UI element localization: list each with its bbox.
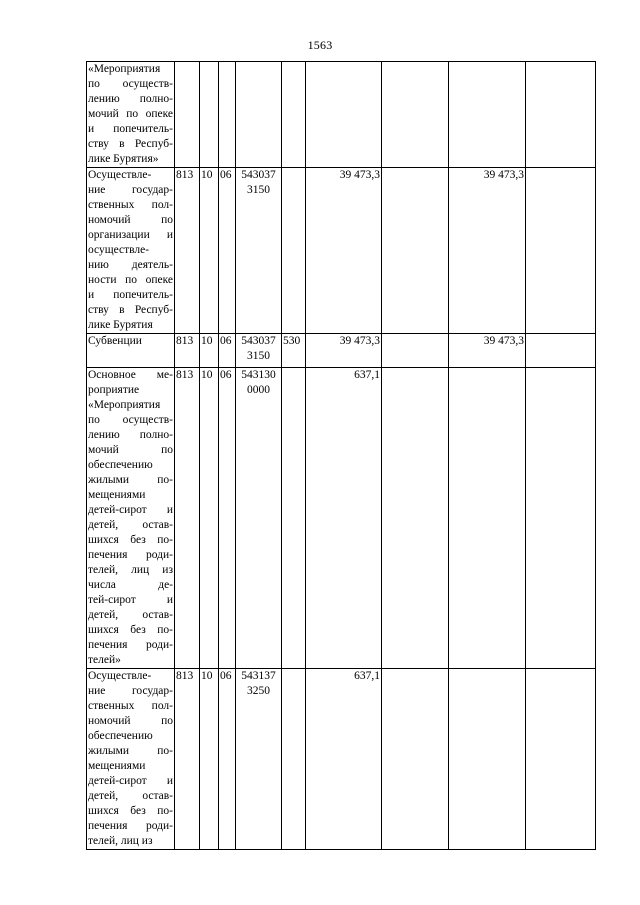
subsection-value: 06 xyxy=(220,369,232,381)
item-name-line: жилыми по- xyxy=(88,474,173,486)
item-name-line: шихся без по- xyxy=(88,805,173,817)
amount-cell-1 xyxy=(306,168,382,334)
grbs-value: 813 xyxy=(176,335,194,347)
item-name-line: детей, остав- xyxy=(88,790,173,802)
amount-cell-4 xyxy=(526,368,596,669)
item-name-line: печения роди- xyxy=(88,639,173,651)
item-name-cell xyxy=(87,62,175,168)
item-name-line: телей, лиц из xyxy=(88,835,153,847)
item-name-line: мочий по xyxy=(88,444,173,456)
section-cell xyxy=(200,334,219,368)
page-number: 1563 xyxy=(307,38,333,52)
item-name-line: «Мероприятия xyxy=(88,63,161,75)
item-name-line: ности по опеке xyxy=(88,274,173,286)
item-name-line: телей» xyxy=(88,654,121,666)
section-value: 10 xyxy=(201,670,213,682)
expense-type-cell xyxy=(282,168,306,334)
item-name-line: мещениями xyxy=(88,760,146,772)
item-name-line: организации и xyxy=(88,229,173,241)
item-name-line: детей-сирот и xyxy=(88,775,173,787)
section-value: 10 xyxy=(201,335,213,347)
item-name-line: ние государ- xyxy=(88,184,173,196)
item-name-line: детей, остав- xyxy=(88,519,173,531)
item-name-line: ству в Респуб- xyxy=(88,138,173,150)
amount-value-1: 637,1 xyxy=(354,369,380,381)
item-name-line: жилыми по- xyxy=(88,745,173,757)
amount-cell-3 xyxy=(449,368,526,669)
item-name-line: лике Бурятия» xyxy=(88,153,159,165)
grbs-cell xyxy=(175,368,200,669)
target-article-cell xyxy=(236,669,282,850)
target-article-code-part1: 543037 xyxy=(241,335,276,347)
grbs-cell xyxy=(175,62,200,168)
expense-type-cell xyxy=(282,62,306,168)
item-name-line: мочий по опеке xyxy=(88,108,173,120)
item-name-line: по осуществ- xyxy=(88,78,173,90)
item-name-line: и попечитель- xyxy=(88,289,173,301)
item-name-line: лике Бурятия xyxy=(88,319,153,331)
amount-value-3: 39 473,3 xyxy=(483,335,524,347)
amount-cell-3 xyxy=(449,62,526,168)
item-name-line: шихся без по- xyxy=(88,534,173,546)
amount-value-1: 637,1 xyxy=(354,670,380,682)
item-name-line: и попечитель- xyxy=(88,123,173,135)
item-name-line: ственных пол- xyxy=(88,700,173,712)
amount-value-3: 39 473,3 xyxy=(483,169,524,181)
amount-cell-2 xyxy=(382,62,449,168)
item-name-line: номочий по xyxy=(88,715,173,727)
amount-cell-4 xyxy=(526,62,596,168)
item-name-cell xyxy=(87,168,175,334)
amount-cell-3 xyxy=(449,669,526,850)
table-row xyxy=(87,62,596,168)
subsection-cell xyxy=(219,168,236,334)
amount-value-1: 39 473,3 xyxy=(339,335,380,347)
expense-type-value: 530 xyxy=(283,335,301,347)
expense-type-cell xyxy=(282,669,306,850)
item-name-cell xyxy=(87,669,175,850)
table-row xyxy=(87,168,596,334)
target-article-code-part2: 0000 xyxy=(247,384,270,396)
item-name-line: лению полно- xyxy=(88,429,173,441)
item-name-line: обеспечению xyxy=(88,459,153,471)
section-cell xyxy=(200,168,219,334)
amount-cell-1 xyxy=(306,334,382,368)
item-name-line: числа де- xyxy=(88,579,173,591)
amount-cell-2 xyxy=(382,334,449,368)
target-article-cell xyxy=(236,168,282,334)
item-name-line: роприятие xyxy=(88,384,140,396)
subsection-value: 06 xyxy=(220,169,232,181)
item-name-line: ственных пол- xyxy=(88,199,173,211)
target-article-code-part1: 543130 xyxy=(241,369,276,381)
item-name-line: детей-сирот и xyxy=(88,504,173,516)
subsection-cell xyxy=(219,334,236,368)
section-cell xyxy=(200,368,219,669)
subsection-cell xyxy=(219,368,236,669)
amount-cell-4 xyxy=(526,334,596,368)
item-name-cell xyxy=(87,368,175,669)
amount-cell-3 xyxy=(449,334,526,368)
table-body xyxy=(87,62,596,850)
section-value: 10 xyxy=(201,369,213,381)
target-article-code-part2: 3150 xyxy=(247,184,270,196)
item-name-line: «Мероприятия xyxy=(88,399,161,411)
grbs-value: 813 xyxy=(176,670,194,682)
table-row xyxy=(87,368,596,669)
amount-cell-1 xyxy=(306,62,382,168)
target-article-cell xyxy=(236,368,282,669)
section-cell xyxy=(200,62,219,168)
item-name-line: Осуществле- xyxy=(88,169,152,181)
item-name-line: Осуществле- xyxy=(88,670,152,682)
item-name-line: тей-сирот и xyxy=(88,594,173,606)
item-name-line: осуществле- xyxy=(88,244,150,256)
amount-cell-4 xyxy=(526,168,596,334)
amount-cell-3 xyxy=(449,168,526,334)
amount-cell-1 xyxy=(306,368,382,669)
amount-cell-1 xyxy=(306,669,382,850)
item-name-line: ству в Респуб- xyxy=(88,304,173,316)
grbs-cell xyxy=(175,168,200,334)
table-row xyxy=(87,334,596,368)
item-name-line: печения роди- xyxy=(88,549,173,561)
item-name-line: нию деятель- xyxy=(88,259,173,271)
target-article-code-part2: 3250 xyxy=(247,685,270,697)
item-name-line: Основное ме- xyxy=(88,369,173,381)
item-name-line: номочий по xyxy=(88,214,173,226)
grbs-cell xyxy=(175,669,200,850)
section-value: 10 xyxy=(201,169,213,181)
subsection-cell xyxy=(219,62,236,168)
subsection-cell xyxy=(219,669,236,850)
item-name-line: печения роди- xyxy=(88,820,173,832)
item-name-line: обеспечению xyxy=(88,730,153,742)
amount-cell-4 xyxy=(526,669,596,850)
item-name-line: шихся без по- xyxy=(88,624,173,636)
subsection-value: 06 xyxy=(220,670,232,682)
target-article-code-part1: 543037 xyxy=(241,169,276,181)
item-name-line: мещениями xyxy=(88,489,146,501)
section-cell xyxy=(200,669,219,850)
item-name-cell xyxy=(87,334,175,368)
item-name-line: Субвенции xyxy=(88,335,142,347)
amount-cell-2 xyxy=(382,168,449,334)
target-article-code-part2: 3150 xyxy=(247,350,270,362)
item-name-line: детей, остав- xyxy=(88,609,173,621)
grbs-cell xyxy=(175,334,200,368)
table-row xyxy=(87,669,596,850)
amount-cell-2 xyxy=(382,669,449,850)
budget-table xyxy=(86,61,596,850)
expense-type-cell xyxy=(282,334,306,368)
expense-type-cell xyxy=(282,368,306,669)
item-name-line: телей, лиц из xyxy=(88,564,173,576)
amount-value-1: 39 473,3 xyxy=(339,169,380,181)
target-article-code-part1: 543137 xyxy=(241,670,276,682)
item-name-line: по осуществ- xyxy=(88,414,173,426)
grbs-value: 813 xyxy=(176,169,194,181)
grbs-value: 813 xyxy=(176,369,194,381)
target-article-cell xyxy=(236,62,282,168)
target-article-cell xyxy=(236,334,282,368)
amount-cell-2 xyxy=(382,368,449,669)
item-name-line: ние государ- xyxy=(88,685,173,697)
item-name-line: лению полно- xyxy=(88,93,173,105)
subsection-value: 06 xyxy=(220,335,232,347)
